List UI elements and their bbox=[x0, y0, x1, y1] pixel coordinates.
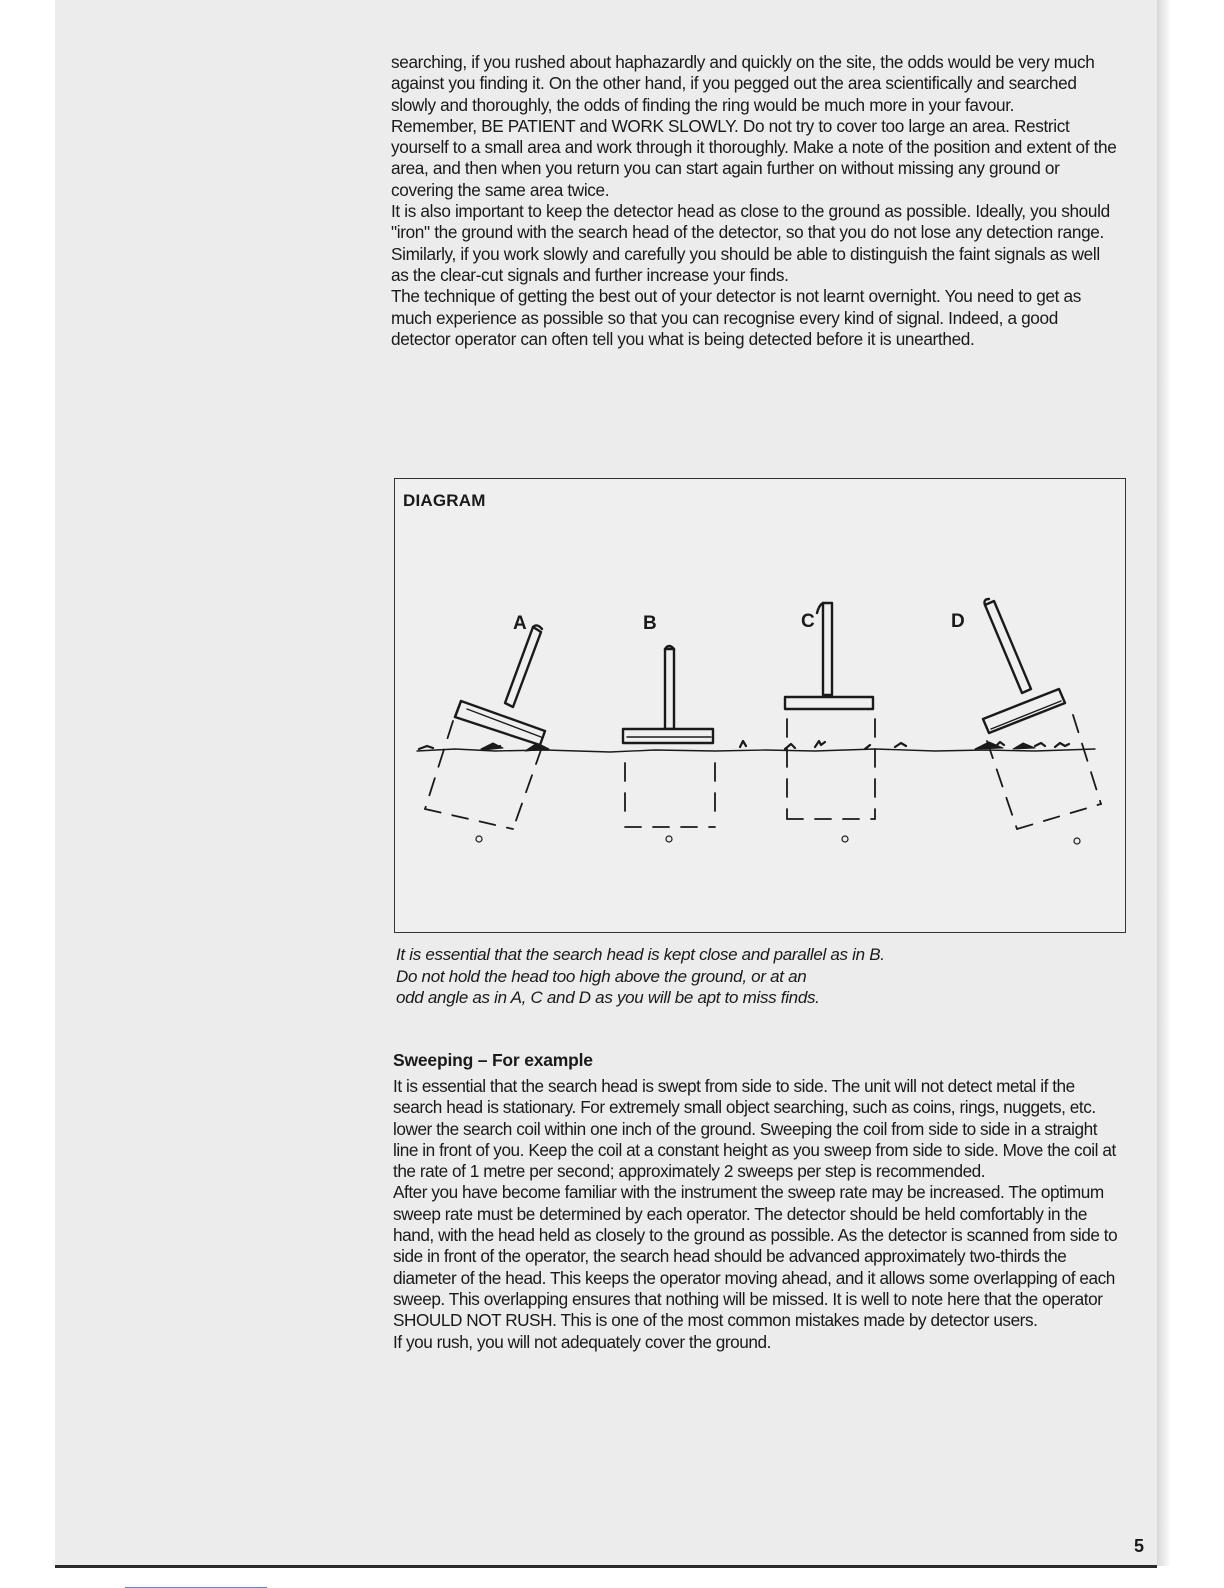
section-heading: Sweeping – For example bbox=[393, 1050, 593, 1070]
body-text bbox=[391, 52, 1119, 350]
caption-line-2: Do not hold the head too high above the ground, or at an bbox=[396, 966, 807, 986]
detector-d bbox=[983, 599, 1101, 844]
detector-a bbox=[425, 625, 545, 842]
detector-c bbox=[785, 603, 875, 842]
ground-line bbox=[417, 741, 1095, 752]
detector-angle-diagram bbox=[394, 478, 1126, 933]
diagram-illustration bbox=[395, 479, 1127, 934]
paragraph-technique: The technique of getting the best out of your detector is not learnt overnight. You need to get as much experience as possible so that you can recognise every kind of signal. Indeed, a good detector operator can often tell you what is being detected before it is unearthed. bbox=[391, 286, 1081, 349]
label-c: C bbox=[801, 611, 815, 632]
paragraph-searching: searching, if you rushed about haphazardly and quickly on the site, the odds would be very much against you finding it. On the other hand, if you pegged out the area scientifically and searched slowly and thoroughly, the odds of finding the ring would be much more in your favour. bbox=[391, 52, 1095, 115]
caption-line-1: It is essential that the search head is kept close and parallel as in B. bbox=[396, 945, 885, 964]
label-d: D bbox=[951, 611, 965, 632]
diagram-caption bbox=[396, 944, 1096, 1009]
paragraph-faint-signals: Similarly, if you work slowly and carefully you should be able to distinguish the faint signals as well as the clear-cut signals and further increase your finds. bbox=[391, 243, 1100, 285]
page-edge-shadow bbox=[1157, 0, 1171, 1566]
caption-line-3: odd angle as in A, C and D as you will be apt to miss finds. bbox=[396, 988, 820, 1007]
label-a: A bbox=[513, 613, 527, 634]
page-number: 5 bbox=[1134, 1536, 1145, 1556]
detector-b bbox=[623, 646, 715, 842]
sweeping-section bbox=[393, 1050, 1123, 1353]
sweeping-paragraph-3: If you rush, you will not adequately cover the ground. bbox=[393, 1331, 771, 1352]
sweeping-paragraph-1: It is essential that the search head is swept from side to side. The unit will not detect metal if the search head is stationary. For extremely small object searching, such as coins, rings, nuggets, etc. lower the search coil within one inch of the ground. Sweeping the coil from side to side in a straight line in front of you. Keep the coil at a constant height as you sweep from side to side. Move the coil at the rate of 1 metre per second; approximately 2 sweeps per step is recommended. bbox=[393, 1076, 1116, 1182]
label-b: B bbox=[643, 613, 657, 634]
sweeping-paragraph-2: After you have become familiar with the instrument the sweep rate may be increased. The optimum sweep rate must be determined by each operator. The detector should be held comfortably in the hand, with the head held as closely to the ground as possible. As the detector is scanned from side to side in front of the operator, the search head should be advanced approximately two-thirds the diameter of the head. This keeps the operator moving ahead, and it allows some overlapping of each sweep. This overlapping ensures that nothing will be missed. It is well to note here that the operator SHOULD NOT RUSH. This is one of the most common mistakes made by detector users. bbox=[393, 1182, 1118, 1331]
page-bottom-rule bbox=[55, 1565, 1157, 1568]
diagram-title: DIAGRAM bbox=[403, 491, 486, 510]
paragraph-be-patient: Remember, BE PATIENT and WORK SLOWLY. Do not try to cover too large an area. Restrict yourself to a small area and work through it thoroughly. Make a note of the position and extent of the area, and then when you return you can start again further on without missing any ground or covering the same area twice. bbox=[391, 115, 1117, 200]
paragraph-iron-ground: It is also important to keep the detector head as close to the ground as possible. Ideally, you should "iron" the ground with the search head of the detector, so that you do not lose any detection range. bbox=[391, 201, 1110, 243]
